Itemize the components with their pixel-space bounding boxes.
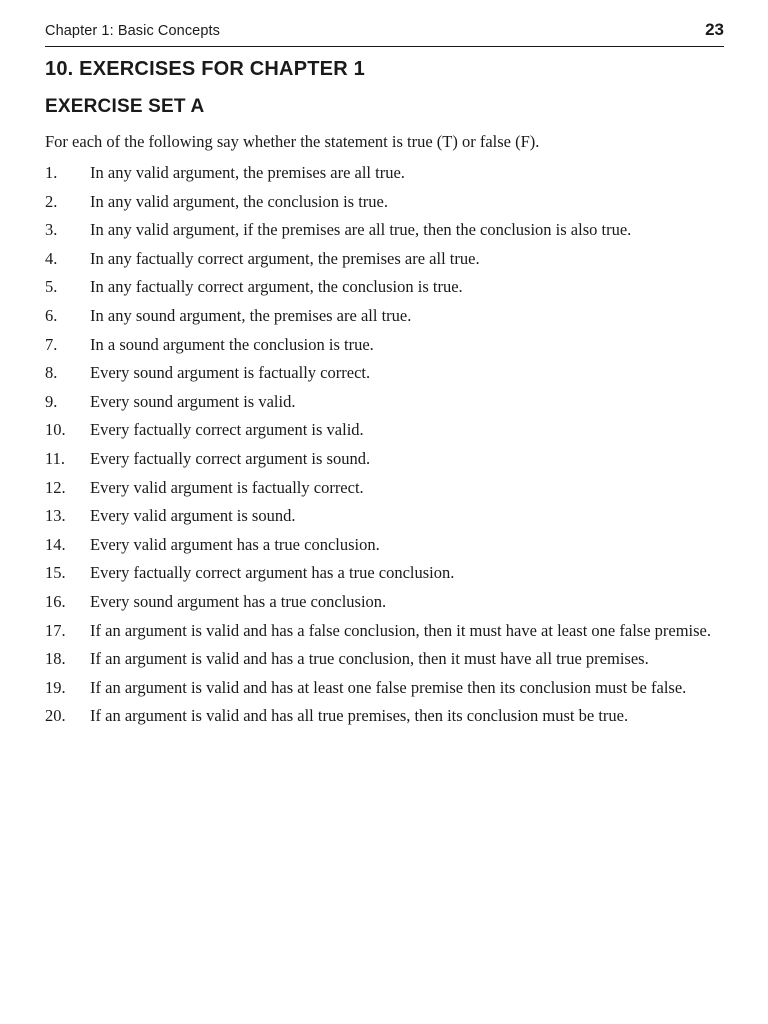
exercise-set-heading: EXERCISE SET A — [45, 96, 205, 117]
exercise-text: In any sound argument, the premises are all true. — [90, 305, 412, 325]
running-title: Chapter 1: Basic Concepts — [45, 23, 220, 39]
exercise-number: 2. — [45, 191, 58, 211]
exercise-text: Every sound argument is valid. — [90, 391, 296, 411]
exercise-text: In a sound argument the conclusion is true. — [90, 334, 374, 354]
exercise-text: In any valid argument, if the premises are all true, then the conclusion is also true. — [90, 220, 632, 240]
exercise-number: 5. — [45, 277, 58, 297]
exercise-item — [45, 220, 724, 240]
exercise-list — [45, 163, 724, 735]
exercise-text: Every sound argument has a true conclusion. — [90, 591, 387, 611]
exercise-text: Every factually correct argument is valid. — [90, 420, 364, 440]
exercise-number: 18. — [45, 649, 66, 669]
exercise-number: 15. — [45, 563, 66, 583]
exercise-text: Every sound argument is factually correct. — [90, 363, 371, 383]
exercise-number: 8. — [45, 363, 58, 383]
exercise-number: 9. — [45, 391, 58, 411]
exercise-item — [45, 363, 724, 383]
exercise-text: Every valid argument is factually correct. — [90, 477, 364, 497]
exercise-item — [45, 163, 724, 183]
exercise-item — [45, 621, 724, 641]
exercise-number: 4. — [45, 248, 58, 268]
exercise-text: Every valid argument is sound. — [90, 506, 296, 526]
exercise-text: In any factually correct argument, the premises are all true. — [90, 248, 480, 268]
exercise-text: If an argument is valid and has at least one false premise then its conclusion must be false. — [90, 677, 687, 697]
exercise-text: Every factually correct argument is sound. — [90, 448, 371, 468]
exercise-number: 17. — [45, 620, 66, 640]
exercise-item — [45, 420, 724, 440]
exercise-item — [45, 535, 724, 555]
exercise-item — [45, 649, 724, 669]
exercise-item — [45, 678, 724, 698]
exercise-item — [45, 392, 724, 412]
exercise-number: 6. — [45, 305, 58, 325]
section-heading: 10. EXERCISES FOR CHAPTER 1 — [45, 58, 365, 80]
exercise-number: 16. — [45, 591, 66, 611]
exercise-number: 12. — [45, 477, 66, 497]
exercise-item — [45, 306, 724, 326]
exercise-number: 10. — [45, 420, 66, 440]
exercise-text: If an argument is valid and has all true premises, then its conclusion must be true. — [90, 706, 629, 726]
exercise-text: Every factually correct argument has a true conclusion. — [90, 563, 455, 583]
exercise-text: In any factually correct argument, the conclusion is true. — [90, 277, 463, 297]
exercise-item — [45, 563, 724, 583]
instructions: For each of the following say whether the statement is true (T) or false (F). — [45, 132, 540, 151]
exercise-number: 19. — [45, 677, 66, 697]
exercise-number: 13. — [45, 506, 66, 526]
exercise-item — [45, 706, 724, 726]
page-number: 23 — [705, 20, 724, 39]
exercise-text: In any valid argument, the premises are all true. — [90, 163, 405, 182]
exercise-text: If an argument is valid and has a false conclusion, then it must have at least one false premise. — [90, 620, 712, 640]
exercise-number: 11. — [45, 448, 66, 468]
exercise-item — [45, 449, 724, 469]
exercise-text: In any valid argument, the conclusion is true. — [90, 191, 388, 211]
exercise-item — [45, 592, 724, 612]
exercise-item — [45, 249, 724, 269]
exercise-item — [45, 506, 724, 526]
exercise-item — [45, 335, 724, 355]
exercise-item — [45, 192, 724, 212]
exercise-number: 1. — [45, 163, 58, 182]
exercise-number: 14. — [45, 534, 66, 554]
exercise-number: 7. — [45, 334, 58, 354]
exercise-text: If an argument is valid and has a true conclusion, then it must have all true premises. — [90, 649, 649, 669]
exercise-text: Every valid argument has a true conclusion. — [90, 534, 380, 554]
exercise-number: 20. — [45, 706, 66, 726]
running-header — [45, 20, 724, 47]
exercise-item — [45, 478, 724, 498]
exercise-item — [45, 277, 724, 297]
exercise-number: 3. — [45, 220, 58, 240]
